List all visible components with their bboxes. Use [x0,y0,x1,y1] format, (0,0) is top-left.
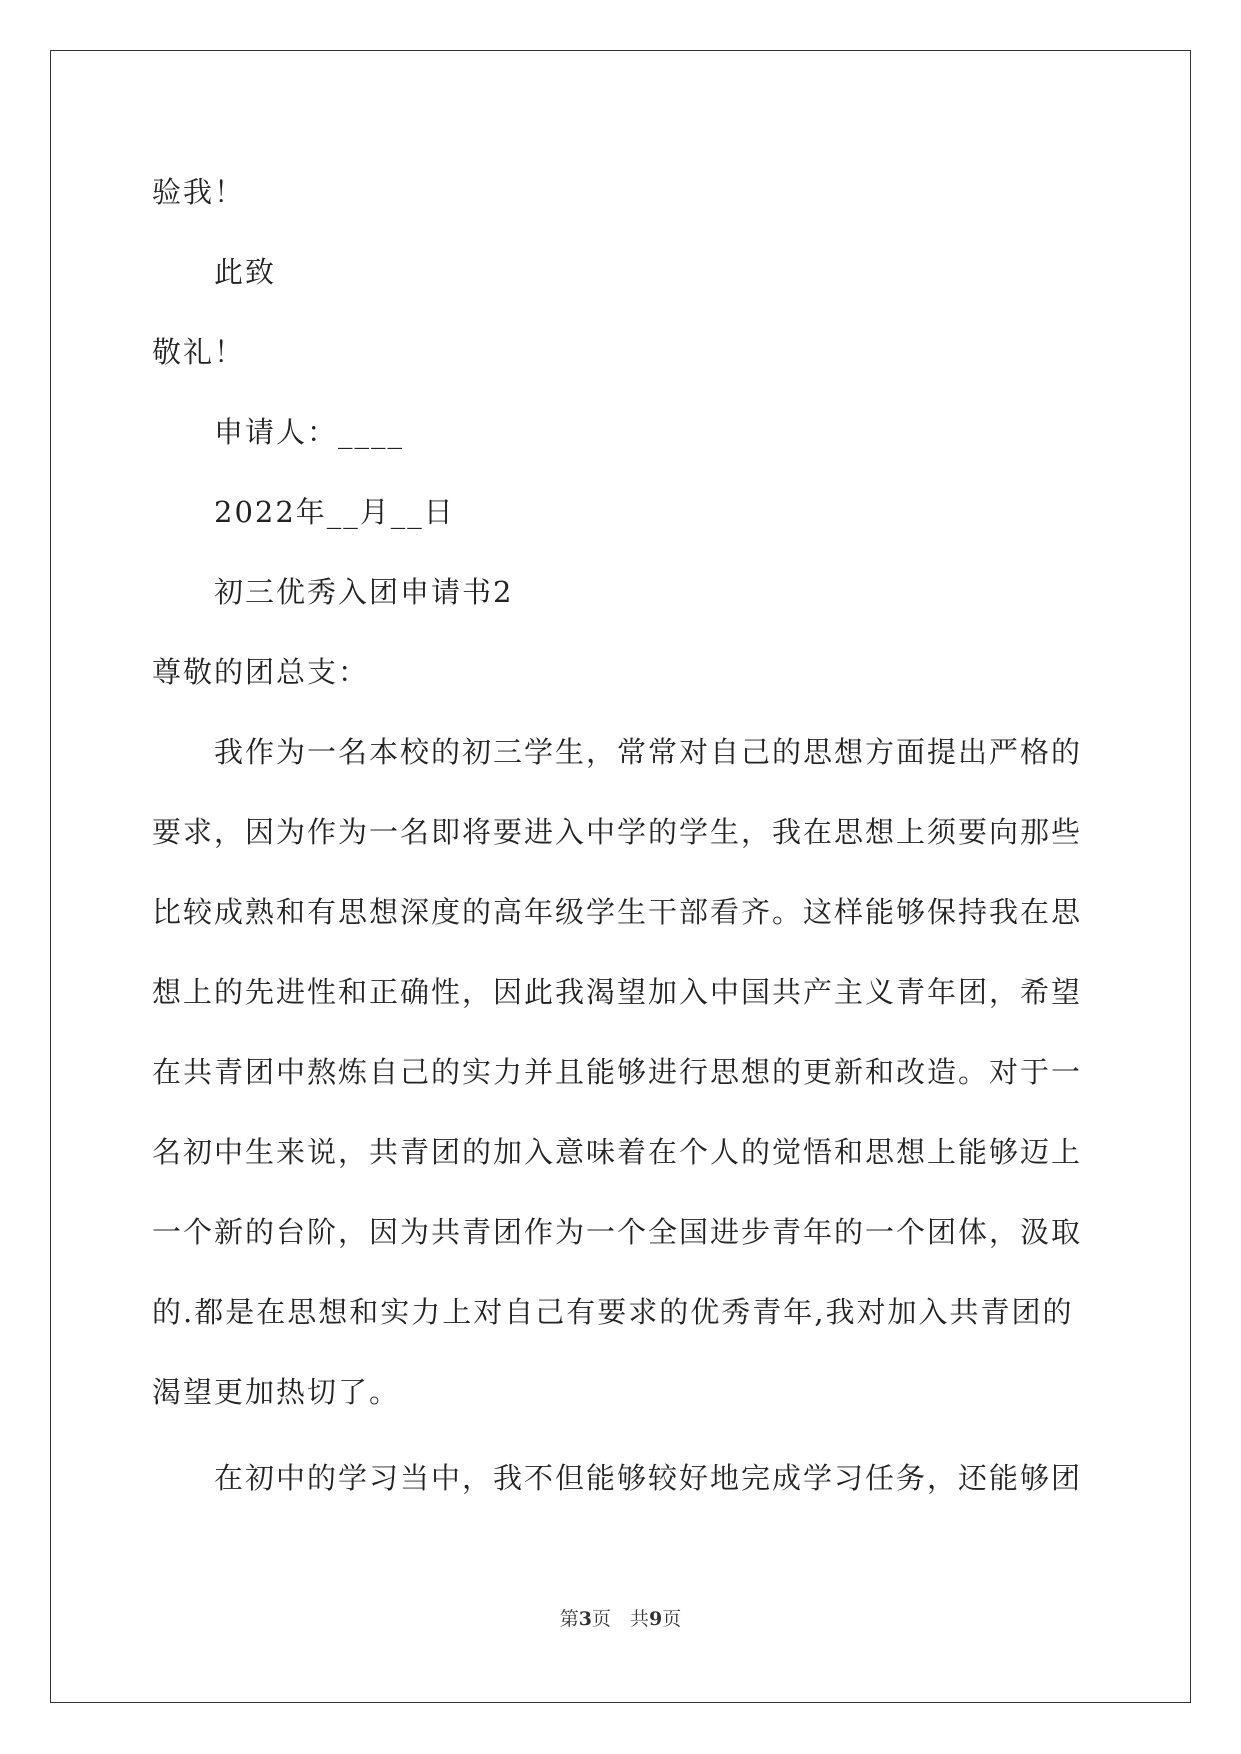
salutation: 尊敬的团总支： [152,655,370,689]
footer-mid: 页 共 [591,1608,649,1630]
footer-suffix: 页 [662,1608,682,1630]
page-border [50,50,1191,1703]
section-title: 初三优秀入团申请书2 [214,575,514,609]
text-line: 验我！ [152,175,246,209]
text-line: 在初中的学习当中，我不但能够较好地完成学习任务，还能够团 [214,1461,1083,1495]
date-line: 2022年__月__日 [214,495,455,529]
text-line: 名初中生来说，共青团的加入意味着在个人的觉悟和思想上能够迈上 [152,1135,1083,1169]
page-footer [0,1607,1241,1631]
text-line: 此致 [214,255,277,289]
text-line: 想上的先进性和正确性，因此我渴望加入中国共产主义青年团，希望 [152,975,1083,1009]
text-line: 敬礼！ [152,335,246,369]
text-line: 渴望更加热切了。 [152,1375,401,1409]
footer-prefix: 第 [559,1608,579,1630]
signature-line: 申请人：____ [214,415,405,449]
text-line: 一个新的台阶，因为共青团作为一个全国进步青年的一个团体，汲取 [152,1215,1083,1249]
text-line: 的.都是在思想和实力上对自己有要求的优秀青年,我对加入共青团的 [152,1295,1074,1329]
text-line: 我作为一名本校的初三学生，常常对自己的思想方面提出严格的 [214,735,1083,769]
footer-page-number: 3 [578,1608,592,1630]
text-line: 在共青团中熬炼自己的实力并且能够进行思想的更新和改造。对于一 [152,1055,1083,1089]
text-line: 要求，因为作为一名即将要进入中学的学生，我在思想上须要向那些 [152,815,1083,849]
footer-page-total: 9 [649,1608,663,1630]
text-line: 比较成熟和有思想深度的高年级学生干部看齐。这样能够保持我在思 [152,895,1083,929]
